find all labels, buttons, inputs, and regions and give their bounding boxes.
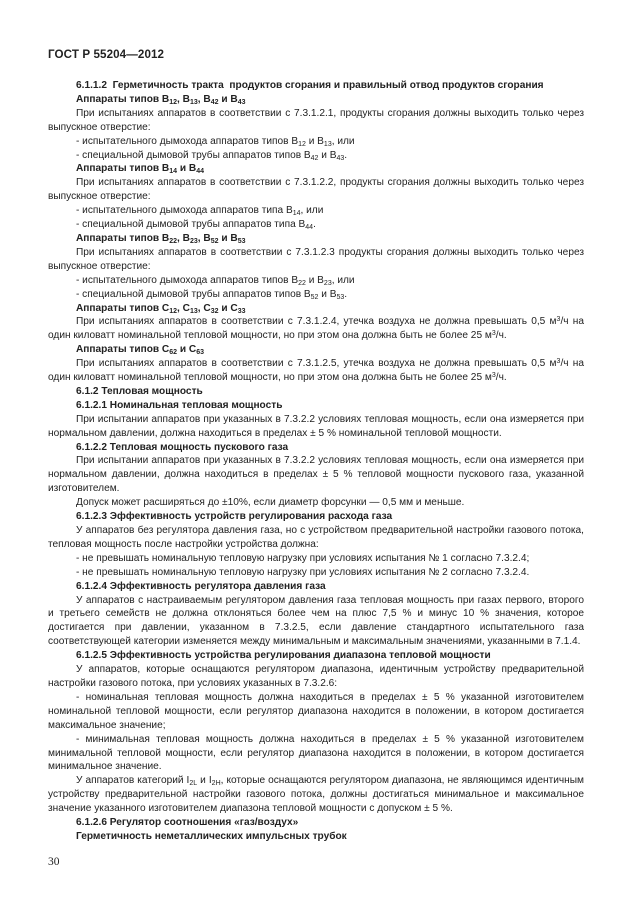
paragraph: Герметичность неметаллических импульсных трубок bbox=[76, 830, 347, 842]
paragraph: При испытании аппаратов при указанных в 7.3.2.2 условиях тепловая мощность, если она измеряется при нормальном давлении, должна находиться в пределах ± 5 % тепловой мощности пускового газа, указанной изготовителем. bbox=[48, 455, 584, 495]
paragraph: У аппаратов категорий $I_{2L}$ и $I_{2H}$, которые оснащаются регулятором диапазона, не являющимся идентичным устройству предварительной настройки газового потока, должны достигаться минимальное и максимальное значение указанного изготовителем диапазона тепловой мощности с допуском ± 5 %. bbox=[48, 775, 584, 815]
paragraph: 6.1.2.6 Регулятор соотношения «газ/воздух» bbox=[76, 817, 299, 829]
paragraph: 6.1.2.1 Номинальная тепловая мощность bbox=[76, 399, 283, 411]
paragraph: При испытаниях аппаратов в соответствии с 7.3.1.2.5, утечка воздуха не должна превышать 0,5 $м^3/ч$ на один киловатт номинальной тепловой мощности, но при этом она должна быть не более 25 $м^3/ч$. bbox=[48, 358, 584, 384]
paragraph: Допуск может расширяться до ±10%, если диаметр форсунки — 0,5 мм и меньше. bbox=[76, 497, 465, 509]
paragraph: При испытаниях аппаратов в соответствии с 7.3.1.2.3 продукты сгорания должны выходить только через выпускное отверстие: bbox=[48, 246, 584, 272]
paragraph: 6.1.2.5 Эффективность устройства регулирования диапазона тепловой мощности bbox=[76, 650, 491, 662]
paragraph: - не превышать номинальную тепловую нагрузку при условиях испытания № 2 согласно 7.3.2.4. bbox=[76, 566, 530, 578]
paragraph: - специальной дымовой трубы аппаратов типов $В_{42}$ и $В_{43}$. bbox=[76, 149, 348, 162]
paragraph: При испытаниях аппаратов в соответствии с 7.3.1.2.2, продукты сгорания должны выходить только через выпускное отверстие: bbox=[48, 177, 584, 203]
paragraph: У аппаратов, которые оснащаются регулятором диапазона, идентичным устройству предварительной настройки газового потока, при условиях указанных в 7.3.2.6: bbox=[48, 664, 584, 689]
paragraph: - минимальная тепловая мощность должна находиться в пределах ± 5 % указанной изготовителем минимальной тепловой мощности, если регулятор диапазона находится в положении, в котором достигается минимальное значение. bbox=[48, 733, 584, 773]
paragraph: - специальной дымовой трубы аппаратов типов $В_{52}$ и $В_{53}$. bbox=[76, 288, 348, 301]
paragraph: 6.1.1.2 Герметичность тракта продуктов сгорания и правильный отвод продуктов сгорания bbox=[76, 80, 544, 91]
document-body bbox=[48, 79, 584, 844]
paragraph: При испытаниях аппаратов в соответствии с 7.3.1.2.1, продукты сгорания должны выходить только через выпускное отверстие: bbox=[48, 107, 584, 133]
paragraph: 6.1.2.4 Эффективность регулятора давления газа bbox=[76, 580, 326, 592]
paragraph: При испытаниях аппаратов в соответствии с 7.3.1.2.4, утечка воздуха не должна превышать 0,5 $м^3/ч$ на один киловатт номинальной тепловой мощности, но при этом она должна быть не более 25 $м^3/ч$. bbox=[48, 316, 584, 342]
paragraph: - испытательного дымохода аппаратов типов $В_{22}$ и $В_{23}$, или bbox=[76, 274, 355, 287]
paragraph: 6.1.2.2 Тепловая мощность пускового газа bbox=[76, 441, 289, 453]
paragraph: У аппаратов без регулятора давления газа, но с устройством предварительной настройки газового потока, тепловая мощность после настройки устройства должна: bbox=[48, 525, 584, 550]
paragraph: При испытании аппаратов при указанных в 7.3.2.2 условиях тепловая мощность, если она измеряется при нормальном давлении, должна находиться в пределах ± 5 % номинальной тепловой мощности. bbox=[48, 413, 584, 439]
paragraph: Аппараты типов $В_{12}$, $В_{13}$, $В_{42}$ и $В_{43}$ bbox=[76, 93, 246, 106]
paragraph: - испытательного дымохода аппаратов типов $В_{12}$ и $В_{13}$, или bbox=[76, 135, 355, 148]
document-header: ГОСТ Р 55204—2012 bbox=[48, 48, 165, 61]
paragraph: Аппараты типов $В_{14}$ и $В_{44}$ bbox=[76, 163, 205, 176]
paragraph: Аппараты типов $С_{62}$ и $С_{63}$ bbox=[76, 344, 205, 357]
paragraph: Аппараты типов $В_{22}$, $В_{23}$, $В_{52}$ и $В_{53}$ bbox=[76, 232, 246, 245]
paragraph: - специальной дымовой трубы аппаратов типа $В_{44}$. bbox=[76, 219, 316, 232]
paragraph: Аппараты типов $С_{12}$, $С_{13}$, $С_{32}$ и $С_{33}$ bbox=[76, 302, 246, 315]
paragraph: - испытательного дымохода аппаратов типа $В_{14}$, или bbox=[76, 205, 324, 218]
paragraph: - не превышать номинальную тепловую нагрузку при условиях испытания № 1 согласно 7.3.2.4; bbox=[76, 552, 530, 564]
paragraph: 6.1.2.3 Эффективность устройств регулирования расхода газа bbox=[76, 511, 393, 523]
paragraph: - номинальная тепловая мощность должна находиться в пределах ± 5 % указанной изготовителем номинальной тепловой мощности, если регулятор диапазона находится в положении, в котором достигается максимальное значение; bbox=[48, 691, 584, 731]
paragraph: У аппаратов с настраиваемым регулятором давления газа тепловая мощность при газах первого, второго и третьего семейств не должна отклоняться более чем на плюс 7,5 % и минус 10 % значения, которое достигается при давлении, указанном в 7.3.2.5, если давление стандартного испытательного газа соответствующей категории изменяется между минимальным и максимальным значениями, указанными в 7.1.4. bbox=[48, 594, 584, 648]
page-number: 30 bbox=[48, 856, 60, 868]
paragraph: 6.1.2 Тепловая мощность bbox=[76, 385, 203, 397]
